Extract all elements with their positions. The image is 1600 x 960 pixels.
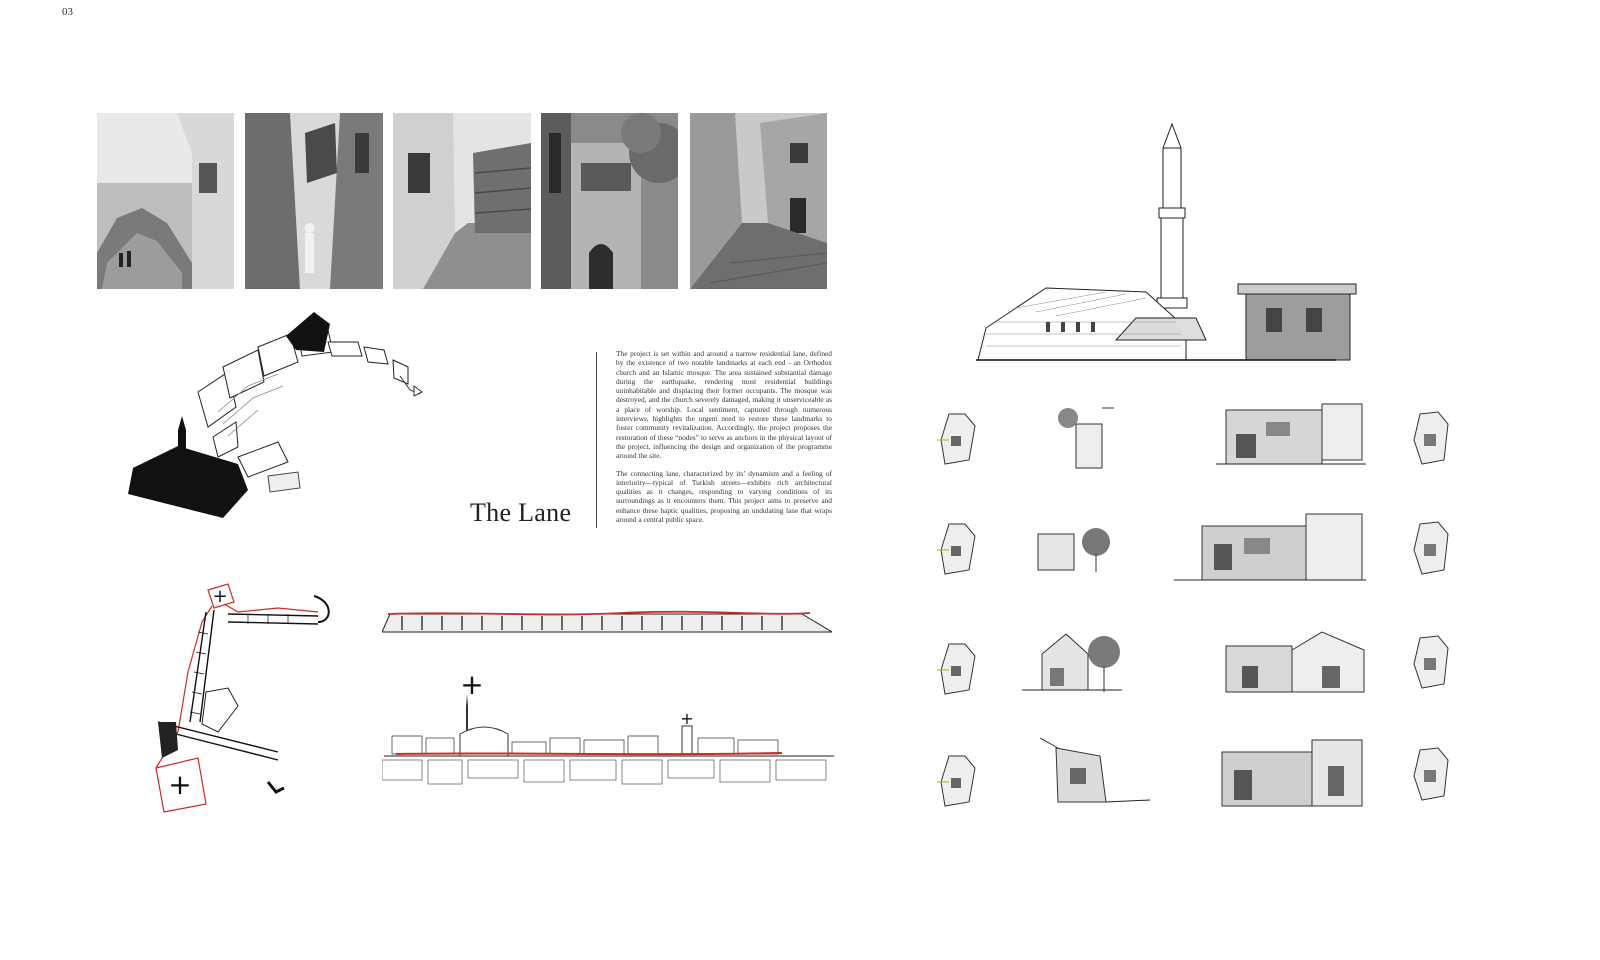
section-drawing-row2-col3 bbox=[1174, 508, 1366, 584]
description-paragraph-2: The connecting lane, characterized by its’ dynamism and a feeling of interiority—typical of Turkish streets—exhibits rich architectural qualities as it changes, responding to varying conditions of its surroundings as it encounters them. This project aims to preserve and enhance these haptic qualities, proposing an undulating lane that wraps around a central public space. bbox=[616, 468, 832, 525]
section-drawing-row4-col4 bbox=[1410, 746, 1450, 804]
section-drawing-row2-col2 bbox=[1034, 524, 1114, 576]
street-photo-rubble bbox=[97, 113, 234, 289]
section-drawing-row2-col1 bbox=[935, 520, 977, 578]
lane-axonometric-diagram bbox=[118, 312, 428, 534]
street-photo-person bbox=[245, 113, 383, 289]
section-drawing-row1-col3 bbox=[1216, 398, 1366, 470]
site-plan-drawing bbox=[118, 582, 338, 832]
street-photo-archway bbox=[541, 113, 678, 289]
divider-rule bbox=[596, 352, 597, 528]
section-drawing-row3-col2 bbox=[1022, 624, 1122, 696]
section-drawing-row3-col3 bbox=[1222, 626, 1366, 698]
svg-text:+: + bbox=[460, 676, 484, 701]
svg-text:+: + bbox=[212, 586, 228, 607]
mosque-elevation-drawing bbox=[976, 122, 1366, 368]
section-drawing-row1-col1 bbox=[935, 410, 977, 468]
section-drawing-row2-col4 bbox=[1410, 520, 1450, 578]
svg-text:+: + bbox=[168, 768, 192, 801]
lane-strip-plan bbox=[382, 608, 832, 636]
section-drawing-row4-col2 bbox=[1040, 738, 1150, 808]
page-number: 03 bbox=[62, 6, 73, 18]
section-drawing-row1-col2 bbox=[1054, 404, 1116, 470]
svg-text:+: + bbox=[680, 709, 694, 728]
lane-elevation-drawing bbox=[382, 676, 834, 808]
description-paragraph-1: The project is set within and around a narrow residential lane, defined by the existence of two notable landmarks at each end - an Orthodox church and an Islamic mosque. The area sustained substantial damage during the earthquake, rendering most residential buildings uninhabitable and displacing their former occupants. The mosque was destroyed, and the church severely damaged, making it unserviceable as a place of worship. Local sentiment, captured through numerous interviews, highlights the urgent need to restore these landmarks to foster community revitalization. Accordingly, the project proposes the restoration of these “nodes” to serve as anchors in the physical layout of the project, influencing the design and organization of the programme around the site. bbox=[616, 349, 832, 461]
section-title: The Lane bbox=[470, 498, 572, 527]
section-drawing-row3-col1 bbox=[935, 640, 977, 698]
street-photo-cobbled-lane bbox=[690, 113, 827, 289]
section-drawing-row1-col4 bbox=[1410, 410, 1450, 468]
project-description bbox=[616, 349, 832, 532]
section-drawing-row4-col1 bbox=[935, 752, 977, 810]
street-photo-wall bbox=[393, 113, 531, 289]
section-drawing-row3-col4 bbox=[1410, 634, 1450, 692]
section-drawing-row4-col3 bbox=[1218, 736, 1366, 810]
